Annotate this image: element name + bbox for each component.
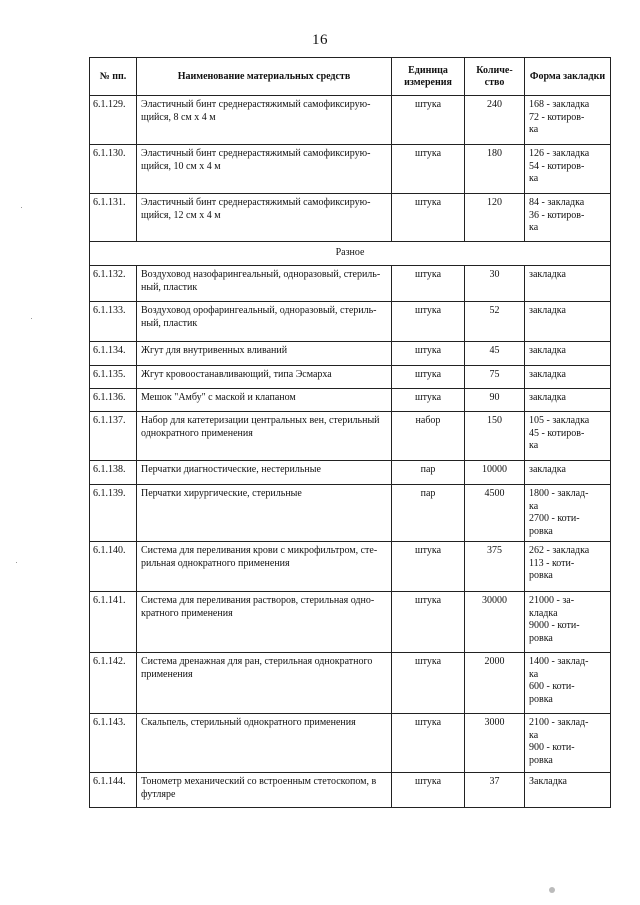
table-row: [90, 389, 611, 412]
cell-name: Скальпель, стерильный однократного применения: [137, 714, 392, 773]
table-row: [90, 266, 611, 302]
form-line: 262 - закладка: [529, 545, 590, 556]
form-line: 2100 - заклад-: [529, 717, 589, 728]
form-line: 54 - котиров-: [529, 160, 585, 172]
cell-unit: штука: [392, 773, 465, 808]
form-line: 72 - котиров-: [529, 111, 585, 123]
form-line: ровка: [529, 632, 553, 644]
cell-form: [525, 485, 611, 542]
cell-qty: 4500: [465, 485, 525, 542]
table-body: [90, 96, 611, 808]
table-row: [90, 542, 611, 592]
form-line: 9000 - коти-: [529, 620, 580, 631]
cell-name: Перчатки диагностические, нестерильные: [137, 461, 392, 485]
form-line: 36 - котиров-: [529, 209, 585, 221]
form-line: Закладка: [529, 776, 567, 787]
form-line: 84 - закладка: [529, 197, 585, 208]
cell-qty: 180: [465, 145, 525, 194]
cell-no: 6.1.142.: [90, 653, 137, 714]
header-qty: Количе-ство: [465, 58, 525, 96]
form-line: ка: [529, 668, 539, 680]
cell-name: Воздуховод орофарингеальный, одноразовый, стериль-ный, пластик: [137, 302, 392, 342]
table-row: [90, 653, 611, 714]
cell-name: Система дренажная для ран, стерильная однократного применения: [137, 653, 392, 714]
cell-no: 6.1.129.: [90, 96, 137, 145]
cell-no: 6.1.132.: [90, 266, 137, 302]
table-row: [90, 485, 611, 542]
form-line: закладка: [529, 269, 566, 280]
form-line: 900 - коти-: [529, 742, 575, 753]
cell-qty: 150: [465, 412, 525, 461]
cell-form: [525, 366, 611, 389]
cell-no: 6.1.140.: [90, 542, 137, 592]
form-line: 113 - коти-: [529, 557, 575, 569]
cell-form: [525, 96, 611, 145]
cell-qty: 375: [465, 542, 525, 592]
cell-name: Система для переливания растворов, стерильная одно-кратного применения: [137, 592, 392, 653]
header-no: № пп.: [90, 58, 137, 96]
cell-unit: штука: [392, 714, 465, 773]
form-line: закладка: [529, 392, 566, 403]
cell-no: 6.1.139.: [90, 485, 137, 542]
cell-name: Тонометр механический со встроенным стетоскопом, в футляре: [137, 773, 392, 808]
cell-qty: 3000: [465, 714, 525, 773]
margin-mark: [549, 887, 555, 893]
cell-qty: 30000: [465, 592, 525, 653]
cell-form: [525, 389, 611, 412]
cell-name: Система для переливания крови с микрофильтром, сте-рильная однократного применения: [137, 542, 392, 592]
margin-mark: [21, 207, 22, 208]
cell-name: Жгут кровоостанавливающий, типа Эсмарха: [137, 366, 392, 389]
margin-mark: [16, 562, 17, 563]
cell-form: [525, 412, 611, 461]
cell-unit: пар: [392, 485, 465, 542]
cell-name: Эластичный бинт среднерастяжимый самофиксирую-щийся, 10 см х 4 м: [137, 145, 392, 194]
table-row: [90, 145, 611, 194]
cell-unit: штука: [392, 653, 465, 714]
cell-name: Эластичный бинт среднерастяжимый самофиксирую-щийся, 8 см х 4 м: [137, 96, 392, 145]
form-line: 1800 - заклад-: [529, 488, 589, 499]
cell-form: [525, 773, 611, 808]
margin-mark: [31, 318, 32, 319]
form-line: ка: [529, 173, 539, 184]
cell-unit: пар: [392, 461, 465, 485]
table-header-row: [90, 58, 611, 96]
form-line: закладка: [529, 345, 566, 356]
cell-qty: 240: [465, 96, 525, 145]
cell-name: Мешок "Амбу" с маской и клапаном: [137, 389, 392, 412]
form-line: ка: [529, 500, 539, 512]
table-row: [90, 342, 611, 366]
table-row: [90, 412, 611, 461]
form-line: ка: [529, 440, 539, 451]
cell-no: 6.1.138.: [90, 461, 137, 485]
cell-unit: штука: [392, 145, 465, 194]
cell-form: [525, 266, 611, 302]
form-line: закладка: [529, 369, 566, 380]
form-line: закладка: [529, 464, 566, 475]
cell-no: 6.1.135.: [90, 366, 137, 389]
form-line: ровка: [529, 693, 553, 705]
section-row: [90, 242, 611, 266]
table-row: [90, 366, 611, 389]
cell-no: 6.1.136.: [90, 389, 137, 412]
cell-no: 6.1.144.: [90, 773, 137, 808]
cell-qty: 90: [465, 389, 525, 412]
form-line: 126 - закладка: [529, 148, 590, 159]
form-line: ровка: [529, 570, 553, 581]
form-line: ровка: [529, 525, 553, 537]
cell-form: [525, 542, 611, 592]
form-line: закладка: [529, 305, 566, 316]
form-line: ка: [529, 729, 539, 741]
cell-qty: 2000: [465, 653, 525, 714]
cell-unit: штука: [392, 592, 465, 653]
materials-table: [89, 57, 611, 808]
cell-form: [525, 194, 611, 242]
cell-unit: штука: [392, 266, 465, 302]
cell-form: [525, 653, 611, 714]
cell-no: 6.1.137.: [90, 412, 137, 461]
cell-name: Жгут для внутривенных вливаний: [137, 342, 392, 366]
cell-no: 6.1.134.: [90, 342, 137, 366]
cell-no: 6.1.133.: [90, 302, 137, 342]
header-name: Наименование материальных средств: [137, 58, 392, 96]
form-line: 105 - закладка: [529, 415, 590, 426]
form-line: 45 - котиров-: [529, 427, 585, 439]
form-line: кладка: [529, 607, 558, 619]
cell-unit: набор: [392, 412, 465, 461]
form-line: 2700 - коти-: [529, 513, 580, 524]
table-row: [90, 194, 611, 242]
cell-form: [525, 342, 611, 366]
cell-qty: 10000: [465, 461, 525, 485]
cell-unit: штука: [392, 389, 465, 412]
cell-qty: 37: [465, 773, 525, 808]
table-row: [90, 302, 611, 342]
table-row: [90, 773, 611, 808]
form-line: 168 - закладка: [529, 99, 590, 110]
cell-form: [525, 302, 611, 342]
section-label: Разное: [90, 242, 611, 266]
cell-unit: штука: [392, 194, 465, 242]
cell-unit: штука: [392, 366, 465, 389]
header-unit: Единица измерения: [392, 58, 465, 96]
cell-unit: штука: [392, 542, 465, 592]
cell-qty: 120: [465, 194, 525, 242]
cell-unit: штука: [392, 342, 465, 366]
form-line: ка: [529, 124, 539, 135]
cell-name: Эластичный бинт среднерастяжимый самофиксирую-щийся, 12 см х 4 м: [137, 194, 392, 242]
cell-form: [525, 592, 611, 653]
cell-name: Набор для катетеризации центральных вен, стерильный однократного применения: [137, 412, 392, 461]
cell-name: Перчатки хирургические, стерильные: [137, 485, 392, 542]
cell-qty: 45: [465, 342, 525, 366]
cell-no: 6.1.141.: [90, 592, 137, 653]
cell-qty: 30: [465, 266, 525, 302]
form-line: ровка: [529, 754, 553, 766]
cell-no: 6.1.130.: [90, 145, 137, 194]
form-line: 1400 - заклад-: [529, 656, 589, 667]
header-form: Форма закладки: [525, 58, 611, 96]
cell-no: 6.1.143.: [90, 714, 137, 773]
cell-qty: 75: [465, 366, 525, 389]
cell-qty: 52: [465, 302, 525, 342]
form-line: ка: [529, 222, 539, 233]
cell-form: [525, 461, 611, 485]
cell-no: 6.1.131.: [90, 194, 137, 242]
cell-form: [525, 145, 611, 194]
page-number: 16: [312, 32, 328, 48]
form-line: 21000 - за-: [529, 595, 575, 606]
table-row: [90, 461, 611, 485]
cell-unit: штука: [392, 302, 465, 342]
form-line: 600 - коти-: [529, 681, 575, 692]
cell-form: [525, 714, 611, 773]
table-row: [90, 714, 611, 773]
cell-unit: штука: [392, 96, 465, 145]
table-row: [90, 96, 611, 145]
table-row: [90, 592, 611, 653]
cell-name: Воздуховод назофарингеальный, одноразовый, стериль-ный, пластик: [137, 266, 392, 302]
